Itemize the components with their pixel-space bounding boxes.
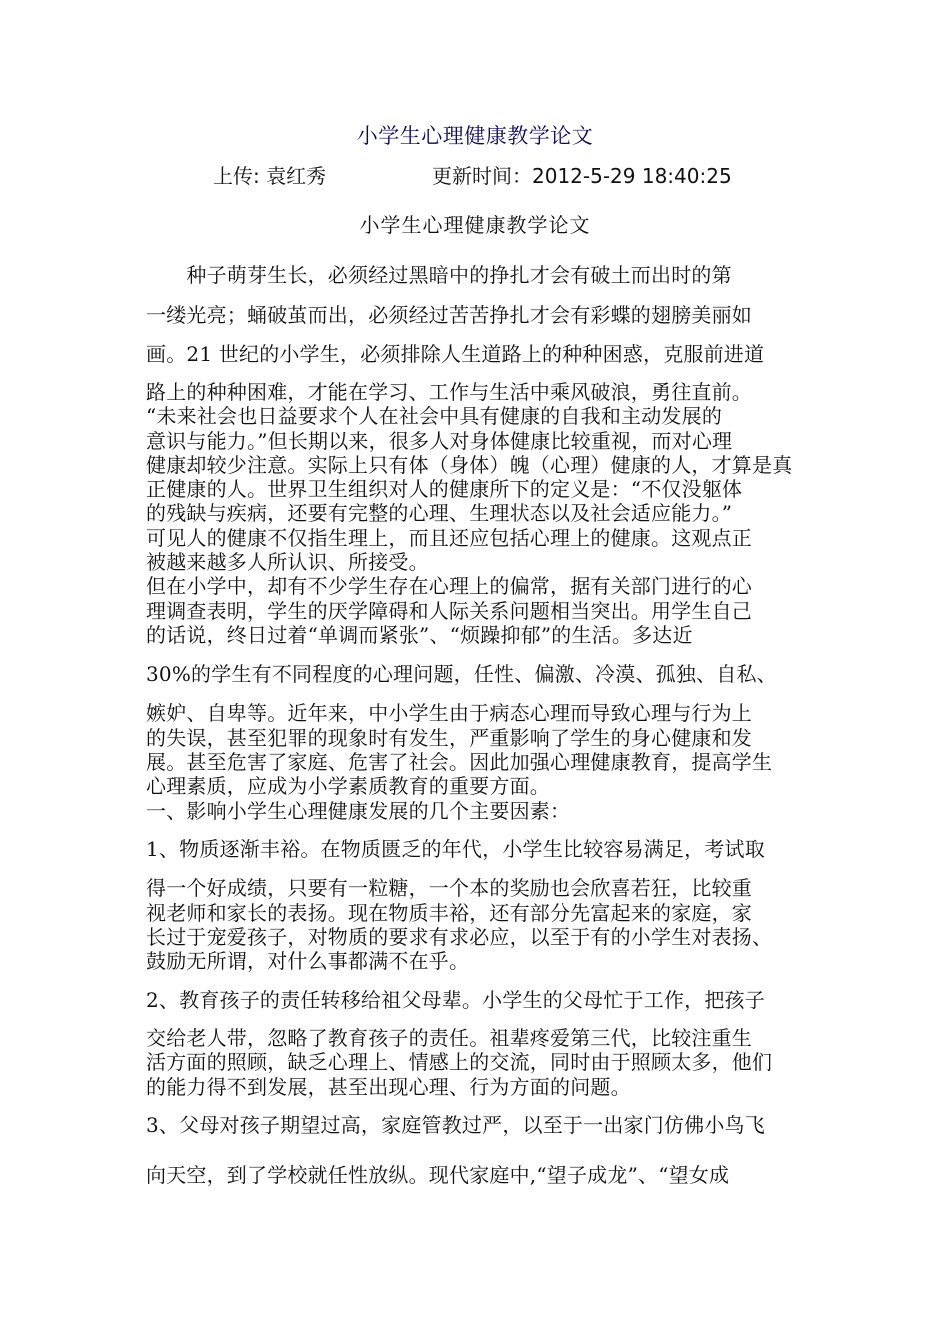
body-line: 向天空，到了学校就任性放纵。现代家庭中,“望子成龙”、“望女成 (146, 1163, 730, 1187)
body-line: 正健康的人。世界卫生组织对人的健康所下的定义是：“不仅没躯体 (146, 477, 743, 501)
body-line: 3、父母对孩子期望过高，家庭管教过严，以至于一出家门仿佛小鸟飞 (146, 1113, 765, 1137)
body-line: 展。甚至危害了家庭、危害了社会。因此加强心理健康教育，提高学生 (146, 750, 773, 774)
body-line: 活方面的照顾，缺乏心理上、情感上的交流，同时由于照顾太多，他们 (146, 1050, 773, 1074)
body-line: 但在小学中，却有不少学生存在心理上的偏常，据有关部门进行的心 (146, 574, 752, 598)
body-line: 的失误，甚至犯罪的现象时有发生，严重影响了学生的身心健康和发 (146, 726, 752, 750)
body-line: 的残缺与疾病，还要有完整的心理、生理状态以及社会适应能力。” (146, 501, 733, 525)
body-line: 得一个好成绩，只要有一粒糖，一个本的奖励也会欣喜若狂，比较重 (146, 876, 752, 900)
body-line: 2、教育孩子的责任转移给祖父母辈。小学生的父母忙于工作，把孩子 (146, 988, 765, 1012)
body-line: 心理素质，应成为小学素质教育的重要方面。 (146, 774, 550, 798)
body-line: 长过于宠爱孩子，对物质的要求有求必应，以至于有的小学生对表扬、 (146, 925, 773, 949)
body-line: 路上的种种困难，才能在学习、工作与生活中乘风破浪，勇往直前。 (146, 380, 752, 404)
document-title: 小学生心理健康教学论文 (356, 124, 594, 148)
body-line: 可见人的健康不仅指生理上，而且还应包括心理上的健康。这观点正 (146, 526, 752, 550)
body-line: 的话说，终日过着“单调而紧张”、“烦躁抑郁”的生活。多达近 (146, 623, 693, 647)
body-line: 种子萌芽生长，必须经过黑暗中的挣扎才会有破土而出时的第 (146, 263, 732, 287)
body-line: “未来社会也日益要求个人在社会中具有健康的自我和主动发展的 (146, 404, 723, 428)
body-line: 画。21 世纪的小学生，必须排除人生道路上的种种困惑，克服前进道 (146, 342, 765, 366)
body-line: 交给老人带，忽略了教育孩子的责任。祖辈疼爱第三代，比较注重生 (146, 1026, 752, 1050)
body-line: 理调查表明，学生的厌学障碍和人际关系问题相当突出。用学生自己 (146, 599, 752, 623)
body-line: 被越来越多人所认识、所接受。 (146, 550, 429, 574)
body-line: 视老师和家长的表扬。现在物质丰裕，还有部分先富起来的家庭，家 (146, 901, 752, 925)
document-subtitle: 小学生心理健康教学论文 (359, 213, 591, 237)
upload-info: 上传: 袁红秀 (213, 164, 327, 188)
body-line: 1、物质逐渐丰裕。在物质匮乏的年代，小学生比较容易满足，考试取 (146, 837, 765, 861)
body-line: 一缕光亮；蛹破茧而出，必须经过苦苦挣扎才会有彩蝶的翅膀美丽如 (146, 303, 752, 327)
body-line: 的能力得不到发展，甚至出现心理、行为方面的问题。 (146, 1075, 631, 1099)
body-line: 30%的学生有不同程度的心理问题，任性、偏激、冷漠、孤独、自私、 (146, 662, 777, 686)
body-line: 嫉妒、自卑等。近年来，中小学生由于病态心理而导致心理与行为上 (146, 701, 752, 725)
body-line: 健康却较少注意。实际上只有体（身体）魄（心理）健康的人，才算是真 (146, 453, 793, 477)
body-line: 意识与能力。”但长期以来，很多人对身体健康比较重视，而对心理 (146, 429, 733, 453)
body-line: 鼓励无所谓，对什么事都满不在乎。 (146, 949, 470, 973)
section-heading: 一、影响小学生心理健康发展的几个主要因素： (146, 799, 571, 823)
update-time: 更新时间：2012-5-29 18:40:25 (432, 164, 732, 188)
